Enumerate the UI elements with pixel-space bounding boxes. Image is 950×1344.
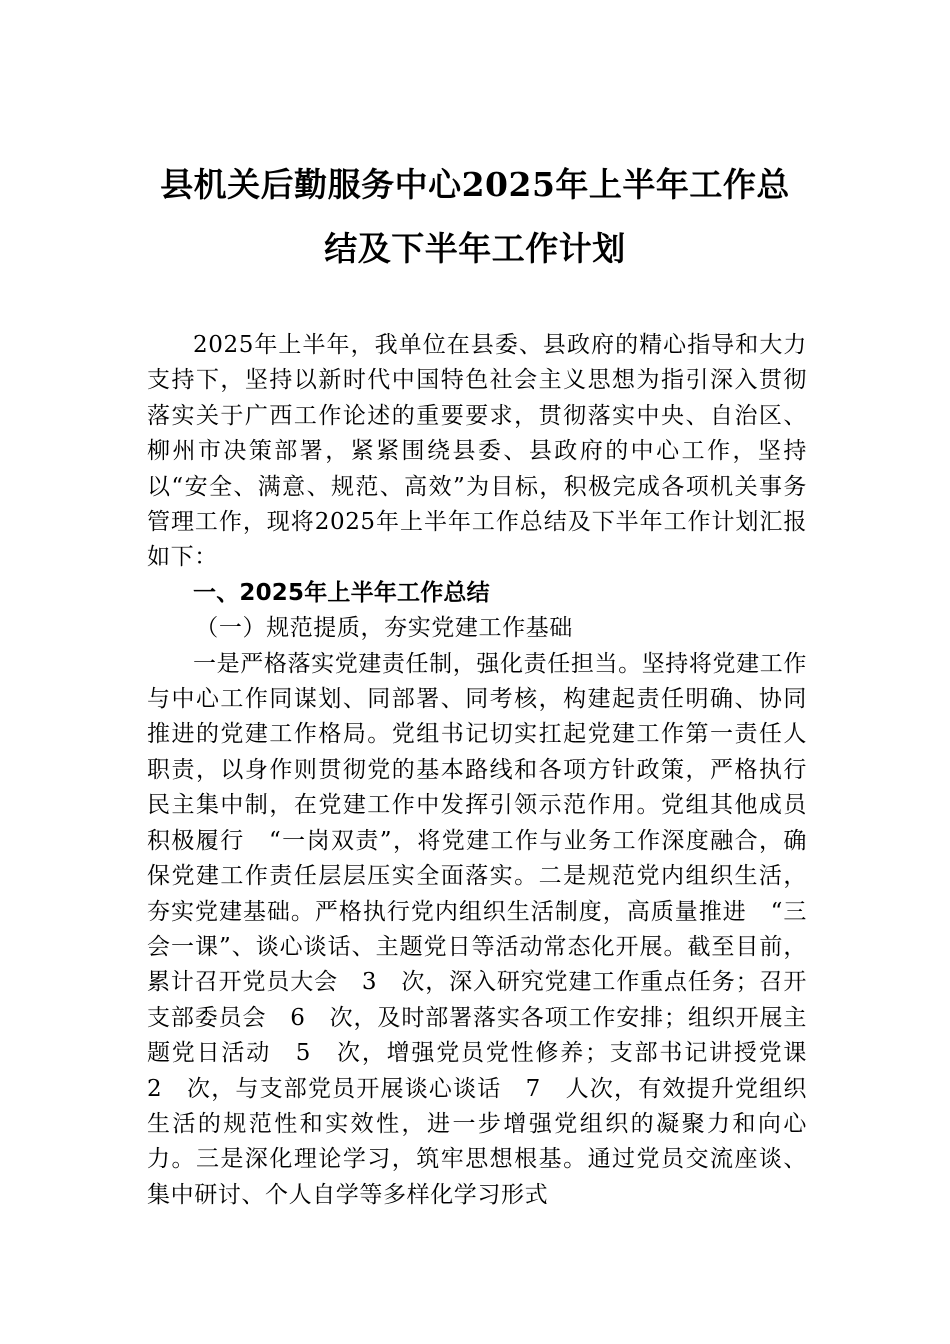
subsection-heading: （一）规范提质，夯实党建工作基础	[195, 615, 573, 642]
document-body	[147, 328, 831, 1213]
intro-paragraph: 2025年上半年，我单位在县委、县政府的精心指导和大力支持下，坚持以新时代中国特色社会主义思想为指引深入贯彻落实关于广西工作论述的重要要求，贯彻落实中央、自治区、柳州市决策部署，紧紧围绕县委、县政府的中心工作，坚持以“安全、满意、规范、高效”为目标，积极完成各项机关事务管理工作，现将2025年上半年工作总结及下半年工作计划汇报如下：	[147, 332, 807, 571]
document-title-line-1: 县机关后勤服务中心2025年上半年工作总	[160, 165, 790, 204]
document-title-line-2: 结及下半年工作计划	[324, 229, 626, 268]
section-heading: 一、2025年上半年工作总结	[193, 579, 490, 606]
body-paragraph: 一是严格落实党建责任制，强化责任担当。坚持将党建工作与中心工作同谋划、同部署、同考核，构建起责任明确、协同推进的党建工作格局。党组书记切实扛起党建工作第一责任人职责，以身作则贯彻党的基本路线和各项方针政策，严格执行民主集中制，在党建工作中发挥引领示范作用。党组其他成员积极履行 “一岗双责”，将党建工作与业务工作深度融合，确保党建工作责任层层压实全面落实。二是规范党内组织生活，夯实党建基础。严格执行党内组织生活制度，高质量推进 “三会一课”、谈心谈话、主题党日等活动常态化开展。截至目前，累计召开党员大会 3 次，深入研究党建工作重点任务；召开支部委员会 6 次，及时部署落实各项工作安排；组织开展主题党日活动 5 次，增强党员党性修养；支部书记讲授党课 2 次，与支部党员开展谈心谈话 7 人次，有效提升党组织生活的规范性和实效性，进一步增强党组织的凝聚力和向心力。三是深化理论学习，筑牢思想根基。通过党员交流座谈、集中研讨、个人自学等多样化学习形式	[147, 650, 831, 1208]
